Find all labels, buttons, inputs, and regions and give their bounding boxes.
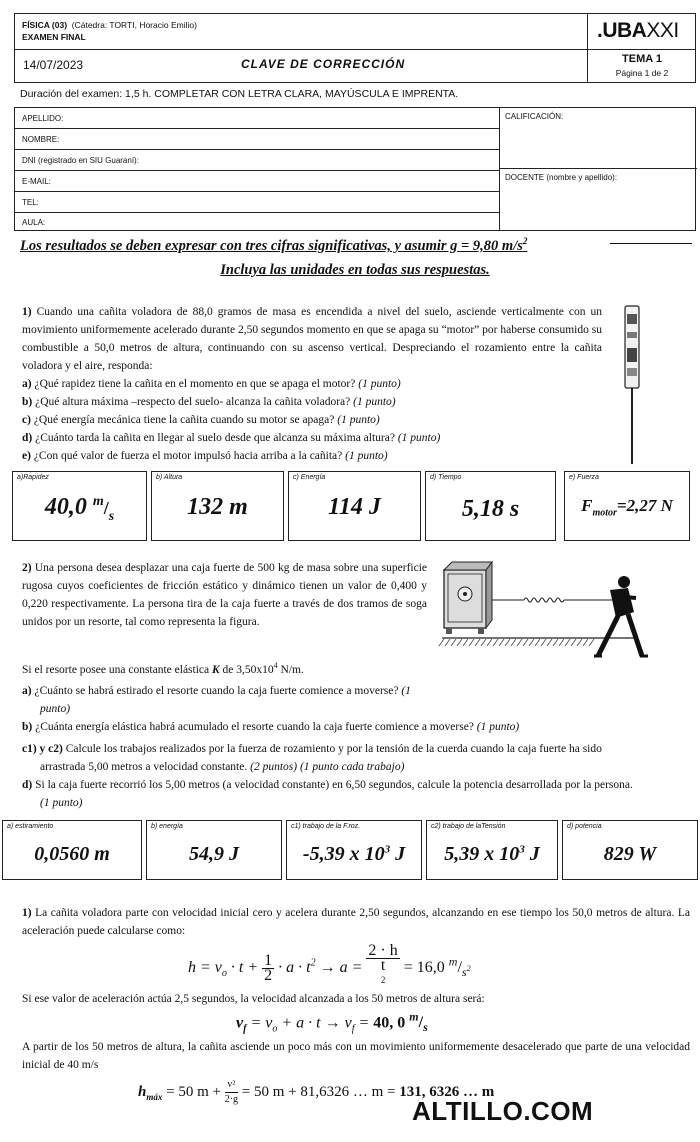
solution-intro: 1) La cañita voladora parte con velocidad inicial cero y acelera durante 2,50 segundos, alcanzando en ese tiempo los 50,0 metros de altura. La aceleración puede calcularse como: [22,907,690,937]
problem1-item-d: d) ¿Cuánto tarda la cañita en llegar al suelo desde que alcanza su máxima altura? (1 punto) [22,432,441,444]
problem1-item-e: e) ¿Con qué valor de fuerza el motor impulsó hacia arriba a la cañita? (1 punto) [22,450,388,462]
rocket-illustration [618,304,648,466]
answer-box-energia-elastica: b) energía 54,9 J [146,820,282,880]
exam-duration: Duración del examen: 1,5 h. COMPLETAR CON LETRA CLARA, MAYÚSCULA E IMPRENTA. [20,88,459,100]
field-aula[interactable]: AULA: [22,218,46,227]
answer-box-fuerza: e) Fuerza $F_{motor}=2,27$ N [564,471,690,541]
formula-hmax: $h_{máx} = 50$ m + $\frac{\text{v²}}{2\cdot g}$ = 50 m + 81,6326 … m = 131, 6326 … m [138,1079,495,1105]
student-form [14,107,696,231]
problem2-item-c: c1) y c2) Calcule los trabajos realizados por la fuerza de rozamiento y por la tensión de la cuerda cuando la caja fuerte ha sido arrastrada 5,00 metros a velocidad constante. (2 puntos) (1 punto cada trabajo) [22,743,602,773]
rule-units: Incluya las unidades en todas sus respuestas. [220,262,490,278]
problem2-item-a: a) ¿Cuánto se habrá estirado el resorte cuando la caja fuerte comience a moverse? (1 punto) [22,685,411,715]
problem1-item-b: b) ¿Qué altura máxima –respecto del suelo- alcanza la cañita voladora? (1 punto) [22,396,396,408]
solution-hmax-text: A partir de los 50 metros de altura, la cañita asciende un poco más con un movimiento uniformemente desacelerado que parte de una velocidad inicial de 40 m/s [22,1041,690,1071]
problem2-statement: 2) Una persona desea desplazar una caja fuerte de 500 kg de masa sobre una superficie rugosa cuyos coeficientes de fricción estático y dinámico tienen un valor de 0,400 y 0,220 respectivamente. La persona tira de la caja fuerte a través de dos tramos de soga unidos por un resorte, tal como representa la figura. [22,562,427,628]
field-nombre[interactable]: NOMBRE: [15,129,499,150]
exam-date: 14/07/2023 [23,58,84,72]
answer-box-potencia: d) potencia 829 W [562,820,698,880]
answer-box-tiempo: d) Tiempo 5,18 s [425,471,556,541]
field-docente[interactable]: DOCENTE (nombre y apellido): [505,173,618,182]
field-calificacion[interactable]: CALIFICACIÓN: [505,112,564,121]
problem2-spring-constant: Si el resorte posee una constante elástica K de $3,50x10^4$ N/m. [22,661,304,676]
safe-pulling-illustration [436,556,668,680]
answer-tiempo: 5,18 s [461,496,520,522]
formula-acceleration: $h = v_o \cdot t$ + $\frac{1}{2}$ · $a \cdot t^2 \to a$ = 2 · h t $^2$ = 16,0 $^m/_{s^2}$ [188,942,471,985]
answer-fuerza: $F_{motor}=2,27$ N [581,496,673,519]
field-apellido[interactable]: APELLIDO: [15,108,499,129]
course-info: FÍSICA (03) (Cátedra: TORTI, Horacio Emilio) EXAMEN FINAL [22,20,197,42]
problem1-statement: 1) Cuando una cañita voladora de 88,0 gramos de masa es encendida a nivel del suelo, asciende verticalmente con un movimiento uniformemente acelerado durante 2,50 segundos momento en que se apaga su “motor” por haberse consumido su combustible a 50,0 metros de altura, continuando con su ascenso vertical. Despreciando el rozamiento entre la cañita voladora y el aire, responda: [22,306,602,372]
answer-trabajo-tension: 5,39 x $10^3$ J [444,843,540,865]
answer-box-altura: b) Altura 132 m [151,471,284,541]
answer-estiramiento: 0,0560 m [34,843,110,865]
problem2-item-b: b) ¿Cuánta energía elástica habrá acumulado el resorte cuando la caja fuerte comience a moverse? (1 punto) [22,721,520,733]
uba-xxi-logo: .UBAXXI [597,19,679,42]
page-number: Página 1 de 2 [615,68,669,78]
solution-velocity-text: Si ese valor de aceleración actúa 2,5 segundos, la velocidad alcanzada a los 50 metros de altura será: [22,993,485,1005]
answer-energia: 114 J [328,494,381,520]
rule-significant-figures: Los resultados se deben expresar con tres cifras significativas, y asumir g = 9,80 $m/s^2$ [20,236,528,254]
answer-box-rapidez: a)Rapidez 40,0 $^m/_s$ [12,471,147,541]
tema-label: TEMA 1 [622,53,662,65]
answer-box-trabajo-tension: c2) trabajo de laTensión 5,39 x $10^3$ J [426,820,558,880]
answer-box-trabajo-roz: c1) trabajo de la F.roz. -5,39 x $10^3$ J [286,820,422,880]
answer-potencia: 829 W [603,843,657,865]
page-title: CLAVE DE CORRECCIÓN [241,57,406,71]
field-tel[interactable]: TEL: [15,192,499,213]
answer-box-estiramiento: a) estiramiento 0,0560 m [2,820,142,880]
problem2-item-d: d) Si la caja fuerte recorrió los 5,00 metros (a velocidad constante) en 6,50 segundos, calcule la potencia desarrollada por la persona. (1 punto) [22,779,633,809]
problem1-item-c: c) ¿Qué energía mecánica tiene la cañita cuando su motor se apaga? (1 punto) [22,414,380,426]
answer-rapidez: 40,0 $^m/_s$ [44,494,115,524]
field-email[interactable]: E-MAIL: [15,171,499,192]
answer-trabajo-roz: -5,39 x $10^3$ J [302,843,406,865]
answer-altura: 132 m [187,494,248,520]
exam-header [14,13,696,83]
answer-energia-elastica: 54,9 J [189,843,239,865]
problem1-item-a: a) ¿Qué rapidez tiene la cañita en el momento en que se apaga el motor? (1 punto) [22,378,401,390]
formula-velocity: $v_f = v_o + a \cdot t \to v_f = 40$, 0 $^m/_s$ [236,1010,428,1035]
altillo-watermark: ALTILLO.COM [412,1096,594,1126]
problem1-items [22,375,622,465]
answer-box-energia: c) Energía 114 J [288,471,421,541]
field-dni[interactable]: DNI (registrado en SIU Guaraní): [15,150,499,171]
